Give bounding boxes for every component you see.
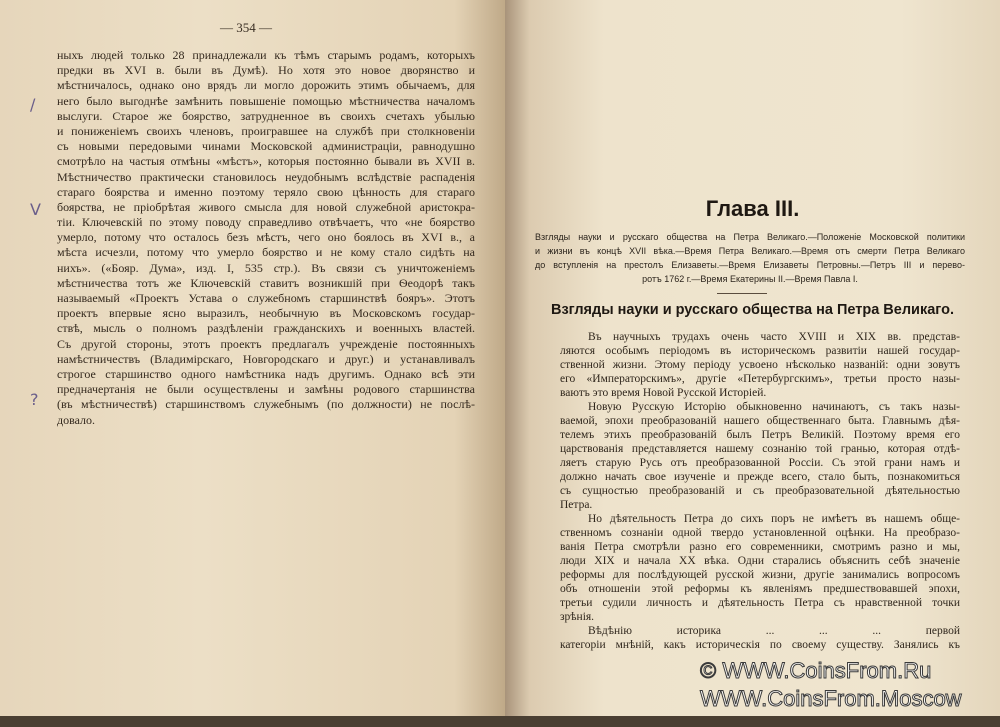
text-line: (въ мѣстничествѣ) старшинствомъ служебнымъ (по должности) не послѣ- [57, 397, 475, 412]
text-line: строгое старшинство одного намѣстника надъ другимъ. Однако всѣ эти [57, 366, 475, 381]
text-line: него было выгоднѣе замѣнить повышеніе помощью мѣстничества началомъ [57, 93, 475, 108]
text-line: съ сущностью преобразованій и съ преобразовательной дѣятельностью [560, 485, 960, 497]
section-title: Взгляды науки и русскаго общества на Петра Великаго. [550, 302, 955, 318]
pencil-mark: / [30, 95, 36, 114]
text-line: ственномъ сознаніи одной твердо установленной оцѣнки. На преобразо- [560, 527, 960, 539]
text-line: Петра. [560, 499, 593, 511]
text-line: мѣстничалось, однако оно врядъ ли могло дорожить этимъ обычаемъ, для [57, 78, 475, 93]
page-number: — 354 — [220, 20, 272, 35]
text-line: выслуги. Старое же боярство, затрудненное въ своихъ счетахъ убылью [57, 108, 475, 123]
text-line: ваемой, эпохи преобразованій нашего общественнаго быта. Главнымъ дѣя- [560, 415, 960, 427]
pencil-mark: V [30, 200, 41, 219]
text-line: намѣстничествъ (Владимірскаго, Новгородскаго и друг.) и устанавливалъ [57, 351, 475, 366]
text-line: мѣста исчезли, потому что умерло боярство и не кому стало сидѣть на [57, 245, 475, 260]
text-line: ственной жизни. Этому періоду усвоено нѣсколько названій: одни зовутъ [560, 359, 960, 371]
text-line: умерло, потому что осталось безъ мѣстъ, чего оно боялось въ XVI в., а [57, 230, 475, 245]
text-line: и жизни въ концѣ XVII вѣка.—Время Петра Великаго.—Время отъ смерти Петра Великаго [535, 246, 965, 256]
text-line: до вступленія на престолъ Елизаветы.—Время Елизаветы Петровны.—Петръ III и перево- [535, 260, 965, 270]
chapter-title: Глава III. [705, 196, 800, 221]
text-line: смотрѣло на частыя отмѣны «мѣстъ», которыя постоянно бывали въ XVII в. [57, 154, 475, 169]
text-line: нихъ». («Бояр. Дума», изд. I, 535 стр.). Въ связи съ уничтоженіемъ [57, 260, 475, 275]
text-line: Но дѣятельность Петра до сихъ поръ не имѣетъ въ нашемъ обще- [588, 513, 960, 525]
text-line: предки въ XVI в. были въ Думѣ). Но хотя это новое дворянство и [57, 63, 475, 78]
right-page-text [560, 330, 960, 652]
text-line: Въ научныхъ трудахъ очень часто XVIII и XIX вв. представ- [588, 331, 960, 343]
text-line: третьи судили личность и дѣятельность Петра съ нравственной точки [560, 597, 960, 609]
text-line: съ новыми передовыми чинами Московской администраціи, равнодушно [57, 139, 475, 154]
text-line: Новую Русскую Исторію обыкновенно начинаютъ, съ такъ назы- [588, 401, 960, 413]
text-line: боярства, не пріобрѣтая живого смысла для новой служебной аристокра- [57, 199, 475, 214]
text-line: предначертанія не были осуществлены и замѣны родового старшинства [57, 382, 475, 397]
text-line: должно начать свое изученіе и прежде всего, стало быть, познакомиться [560, 471, 960, 483]
text-line: Мѣстничество практически становилось неудобнымъ вслѣдствіе распаденія [57, 169, 475, 184]
divider [717, 293, 767, 294]
text-line: ротъ 1762 г.—Время Екатерины II.—Время Павла I. [642, 274, 858, 284]
scan-bottom-edge [0, 716, 1000, 727]
text-line: называемый «Проектъ Устава о служебномъ старшинствѣ бояръ». Этотъ [57, 291, 475, 305]
text-line: ляетъ старую Русь отъ преобразованной Россіи. Съ этой грани намъ и [560, 457, 960, 469]
text-line: зрѣнія. [560, 611, 595, 623]
watermark: © WWW.CoinsFrom.Ru [700, 658, 932, 683]
text-line: мѣстничества тотъ же Ключевскій ставитъ возникшій при Ѳеодорѣ такъ [57, 275, 475, 290]
text-line: проектъ впервые ясно выразилъ, необычную въ Московскомъ государ- [57, 306, 475, 321]
left-page-text [57, 48, 475, 428]
text-line: стараго боярства и именно поэтому теряло свою цѣнность для стараго [57, 184, 475, 199]
text-line: Вѣдѣнію историка ... ... ... первой [588, 625, 960, 637]
text-line: царствованія представляется нашему сознанію той гранью, которая отдѣ- [560, 443, 960, 455]
text-line: люди XIX и начала XX вѣка. Одни старались объяснить себѣ значеніе [560, 555, 960, 567]
text-line: Съ другой стороны, этотъ проектъ предлагалъ учрежденіе постоянныхъ [57, 336, 475, 351]
text-line: реформы для послѣдующей русской жизни, другіе занимались вопросомъ [560, 569, 960, 581]
pencil-mark: ? [30, 390, 39, 409]
text-line: категоріи мнѣній, какъ историческія по своему существу. Занялись къ [560, 639, 960, 651]
text-line: его «Императорскимъ», другіе «Петербургскимъ», третьи просто назы- [560, 373, 960, 385]
text-line: телемъ этихъ преобразованій былъ Петръ Великій. Поэтому время его [560, 429, 960, 441]
text-line: объ отношеніи этой реформы къ явленіямъ предшествовавшей эпохи, [560, 583, 960, 595]
watermark: WWW.CoinsFrom.Moscow [700, 686, 962, 711]
text-line: довало. [57, 412, 96, 427]
chapter-summary [535, 230, 965, 286]
text-line: тіи. Ключевскій по этому поводу справедливо отвѣчаетъ, что «не боярство [57, 215, 475, 230]
text-line: ствѣ, мысль о полномъ раздѣленіи гражданскихъ и военныхъ властей. [57, 321, 475, 336]
text-line: ныхъ людей только 28 принадлежали къ тѣмъ старымъ родамъ, которыхъ [57, 48, 475, 62]
text-line: Взгляды науки и русскаго общества на Петра Великаго.—Положеніе Московской политики [535, 232, 965, 242]
text-line: ванія Петра смотрѣли разно его современники, смотримъ разно и мы, [560, 541, 960, 553]
text-line: ваютъ это время Новой Русской Исторіей. [560, 387, 767, 399]
text-line: ляются особымъ періодомъ въ историческомъ развитіи нашей государ- [560, 345, 960, 357]
text-line: и пониженіемъ своихъ членовъ, проигравшее на службѣ при столкновеніи [57, 123, 475, 138]
